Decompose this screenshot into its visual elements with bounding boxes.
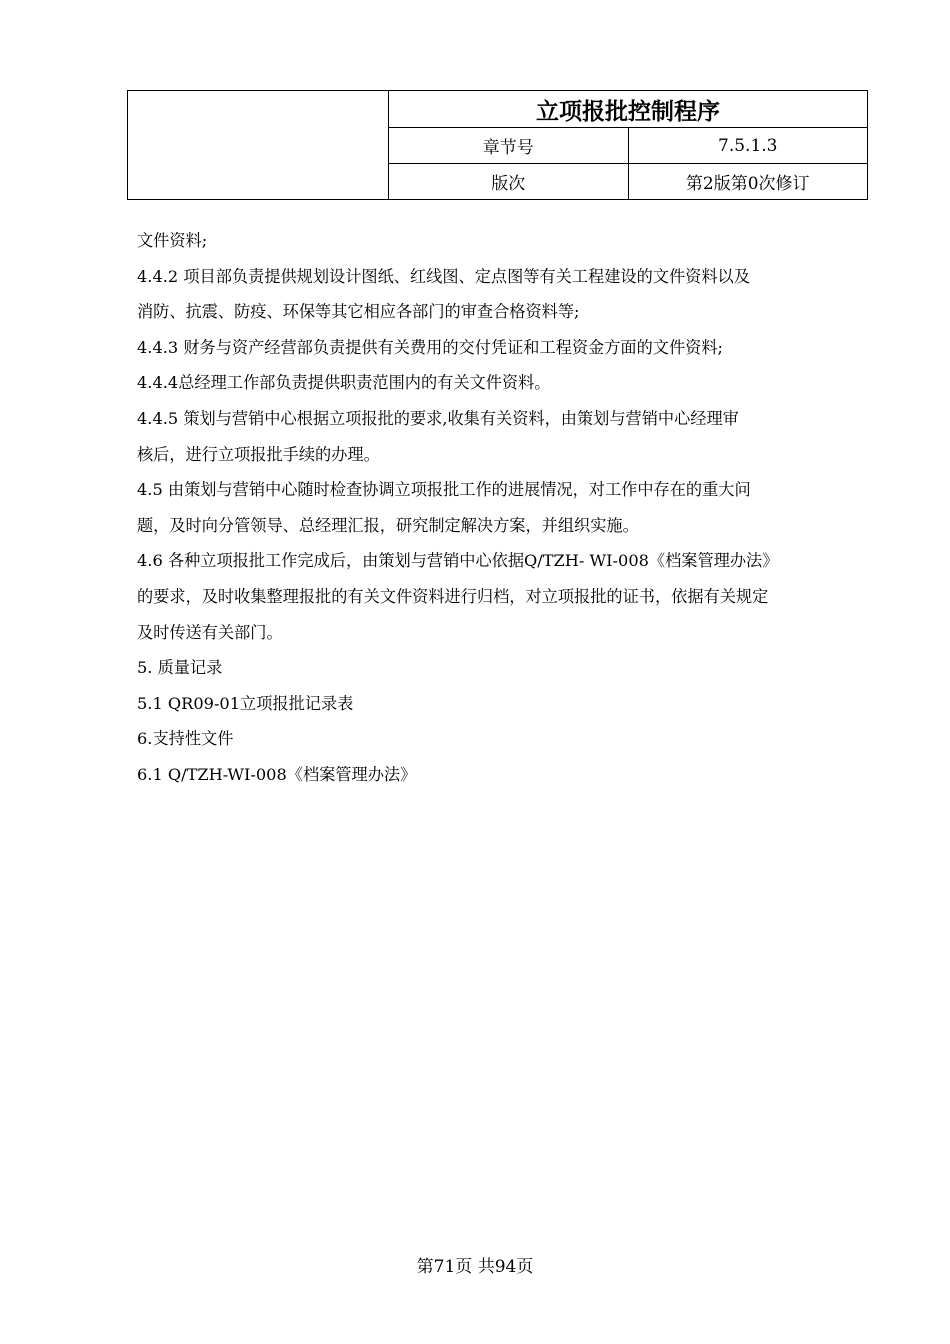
body-line: 及时传送有关部门。 — [137, 622, 283, 642]
body-line: 文件资料; — [137, 231, 208, 250]
chapter-label: 章节号 — [389, 128, 629, 164]
body-line: 4.4.5 策划与营销中心根据立项报批的要求,收集有关资料，由策划与营销中心经理审 — [137, 408, 739, 428]
chapter-value: 7.5.1.3 — [628, 128, 868, 164]
body-line: 5.1 QR09-01立项报批记录表 — [137, 693, 354, 713]
section-heading: 6.支持性文件 — [137, 729, 234, 749]
body-line: 4.4.2 项目部负责提供规划设计图纸、红线图、定点图等有关工程建设的文件资料以及 — [137, 266, 750, 286]
body-line: 6.1 Q/TZH-WI-008《档案管理办法》 — [137, 764, 417, 784]
section-heading: 5. 质量记录 — [137, 658, 223, 678]
body-line: 消防、抗震、防疫、环保等其它相应各部门的审查合格资料等; — [137, 302, 580, 322]
body-line: 题，及时向分管领导、总经理汇报，研究制定解决方案，并组织实施。 — [137, 515, 639, 535]
document-title: 立项报批控制程序 — [389, 91, 868, 128]
document-body — [137, 223, 867, 793]
body-line: 4.5 由策划与营销中心随时检查协调立项报批工作的进展情况，对工作中存在的重大问 — [137, 480, 751, 500]
version-value: 第2版第0次修订 — [628, 164, 868, 200]
page-footer: 第71页 共94页 — [416, 1257, 534, 1277]
body-line: 核后，进行立项报批手续的办理。 — [137, 444, 380, 464]
body-line: 的要求，及时收集整理报批的有关文件资料进行归档，对立项报批的证书，依据有关规定 — [137, 586, 769, 606]
body-line: 4.4.4总经理工作部负责提供职责范围内的有关文件资料。 — [137, 373, 551, 393]
header-logo-cell — [128, 91, 389, 200]
body-line: 4.4.3 财务与资产经营部负责提供有关费用的交付凭证和工程资金方面的文件资料; — [137, 337, 723, 357]
body-line: 4.6 各种立项报批工作完成后，由策划与营销中心依据Q/TZH- WI-008《档案管理办法》 — [137, 551, 779, 571]
document-header-table — [127, 90, 868, 200]
version-label: 版次 — [389, 164, 629, 200]
